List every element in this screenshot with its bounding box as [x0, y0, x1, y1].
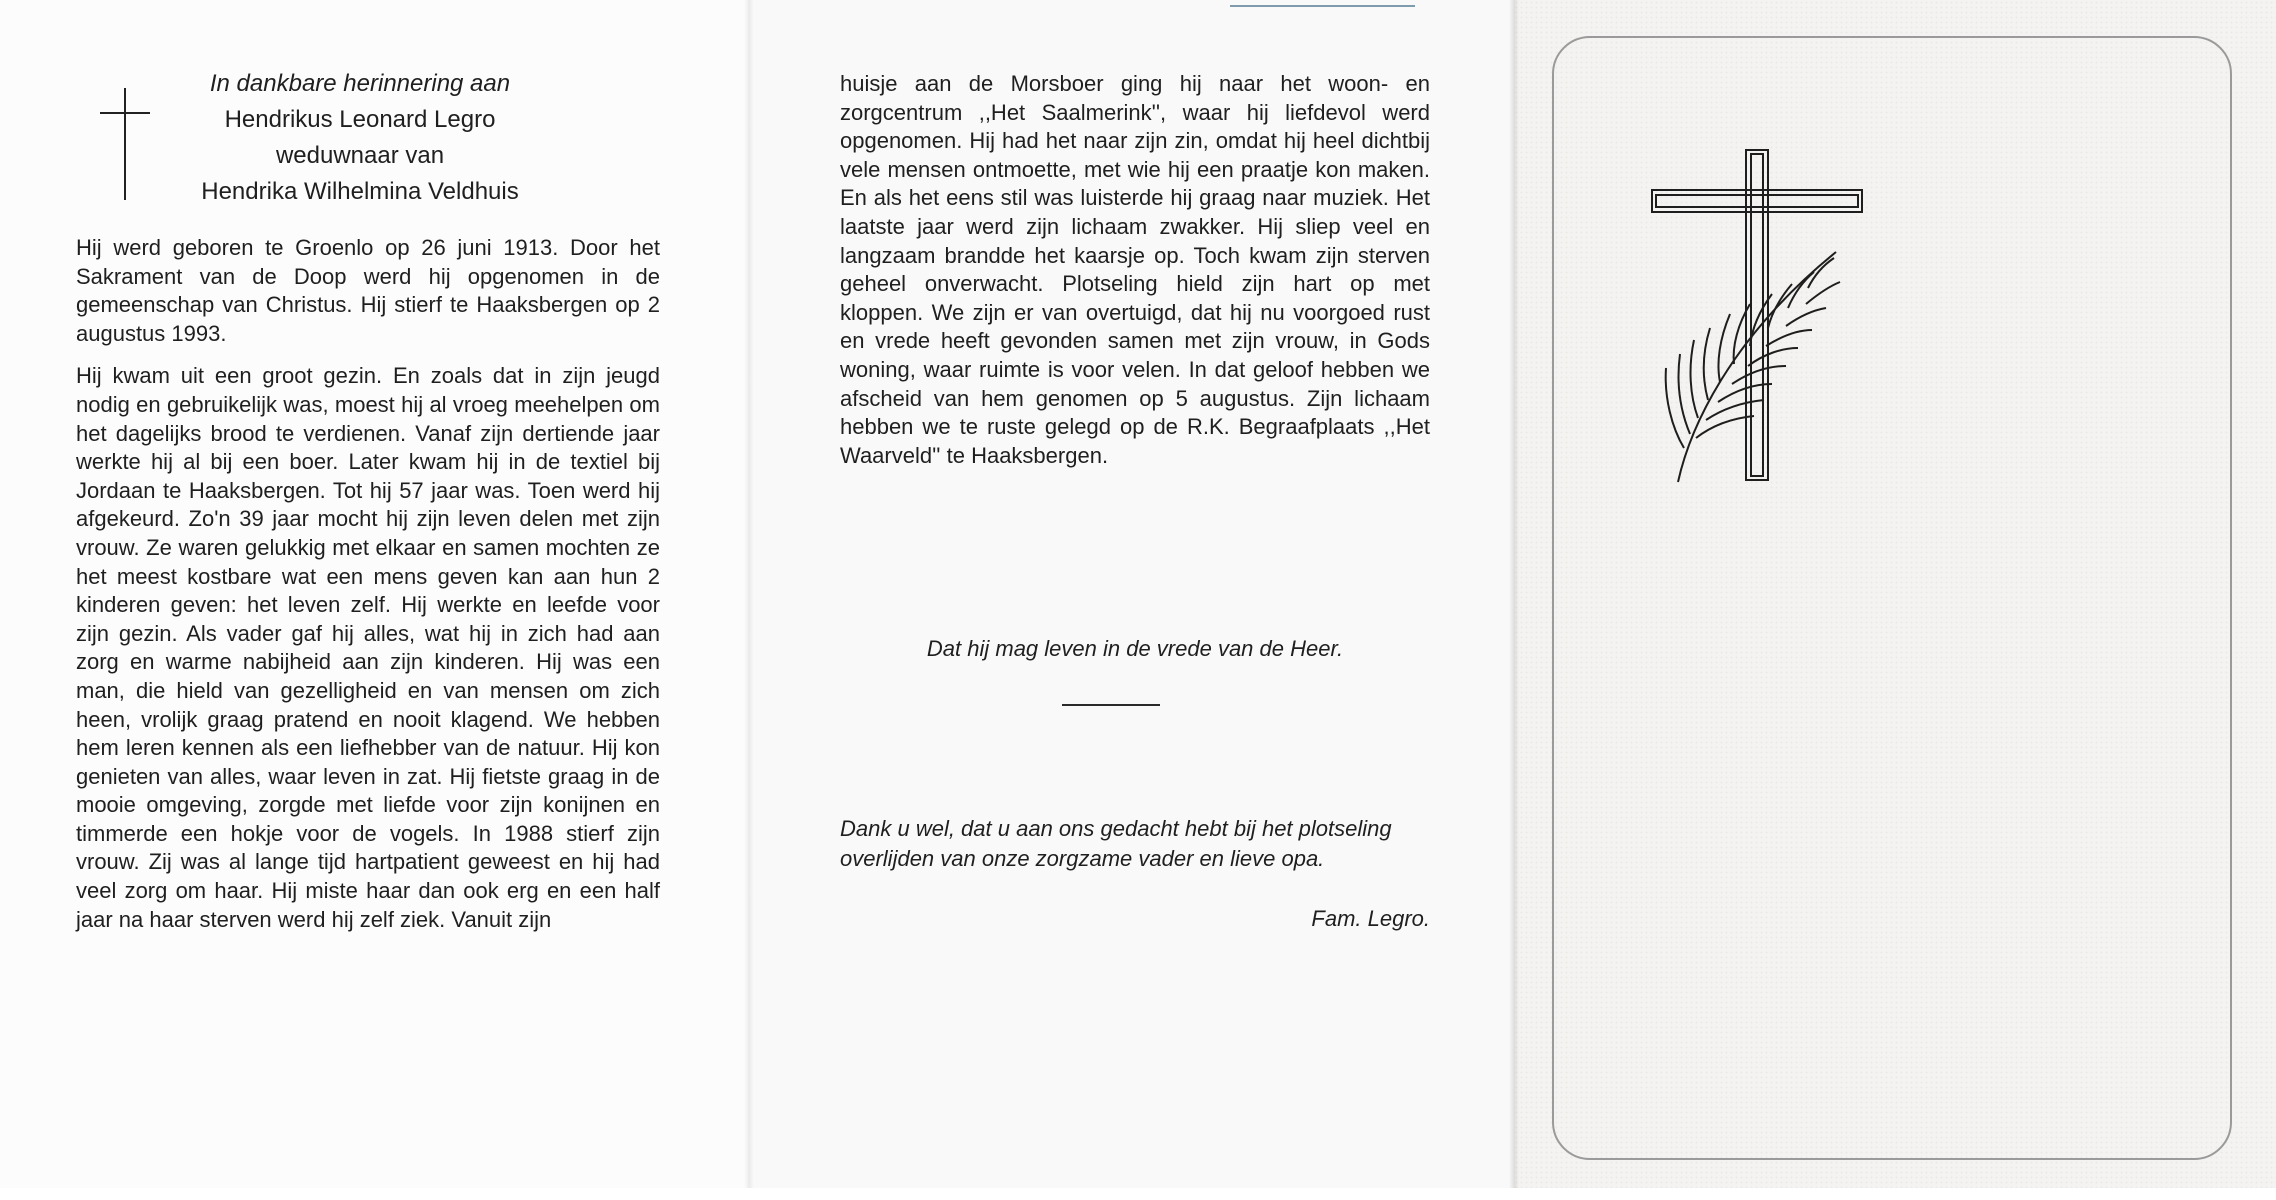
paragraph-birth: Hij werd geboren te Groenlo op 26 juni 1913. Door het Sakrament van de Doop werd hij opgenomen in de gemeenschap van Christus. Hij stierf te Haaksbergen op 2 augustus 1993. [76, 235, 660, 346]
edge-mark [1230, 5, 1415, 7]
spouse-name: Hendrika Wilhelmina Veldhuis [201, 178, 519, 205]
signature: Fam. Legro. [1311, 906, 1430, 931]
memorial-heading [150, 66, 570, 210]
paragraph-final-years: huisje aan de Morsboer ging hij naar het woon- en zorgcentrum ,,Het Saalmerink'', waar hij liefdevol werd opgenomen. Hij had het naar zijn zin, omdat hij heel dichtbij vele mensen ontmoette, met wie hij een praatje kon maken. En als het eens stil was luisterde hij graag naar muziek. Het laatste jaar werd zijn lichaam zwakker. Hij sliep veel en langzaam brandde het kaarsje op. Toch kwam zijn sterven geheel onverwacht. Plotseling hield zijn hart op met kloppen. We zijn er van overtuigd, dat hij nu voorgoed rust en vrede heeft gevonden samen met zijn vrouw, in Gods woning, waar ruimte is voor velen. In dat geloof hebben we afscheid van hem genomen op 5 augustus. Zijn lichaam hebben we te ruste gelegd op de R.K. Begraafplaats ,,Het Waarveld'' te Haaksbergen. [840, 71, 1430, 468]
thanks-text: Dank u wel, dat u aan ons gedacht hebt bij het plotseling overlijden van onze zorgzame vader en lieve opa. [840, 816, 1392, 871]
paragraph-life: Hij kwam uit een groot gezin. En zoals dat in zijn jeugd nodig en gebruikelijk was, moest hij al vroeg meehelpen om het dagelijks brood te verdienen. Vanaf zijn dertiende jaar werkte hij al bij een boer. Later kwam hij in de textiel bij Jordaan te Haaksbergen. Tot hij 57 jaar was. Toen werd hij afgekeurd. Zo'n 39 jaar mocht hij zijn leven delen met zijn vrouw. Ze waren gelukkig met elkaar en samen mochten ze het meest kostbare wat een mens geven kan aan hun 2 kinderen geven: het leven zelf. Hij werkte en leefde voor zijn gezin. Als vader gaf hij alles, wat hij in zich had aan zorg en warme nabijheid aan zijn kinderen. Hij was een man, die hield van gezelligheid en van mensen om zich heen, vrolijk graag pratend en nooit klagend. We hebben hem leren kennen als een liefhebber van de natuur. Hij kon genieten van alles, waar leven in zat. Hij fietste graag in de mooie omgeving, zorgde met liefde voor zijn konijnen en timmerde een hokje voor de vogels. In 1988 stierf zijn vrouw. Zij was al lange tijd hartpatient geweest en hij had veel zorg om haar. Hij miste haar dan ook erg en een half jaar na haar sterven werd hij zelf ziek. Vanuit zijn [76, 363, 660, 932]
text-column-left [76, 234, 660, 948]
cross-icon [100, 88, 150, 200]
heading-dedication: In dankbare herinnering aan [209, 70, 511, 97]
text-column-middle [840, 70, 1430, 470]
verse-line: Dat hij mag leven in de vrede van de Heer. [926, 636, 1344, 661]
divider [1062, 704, 1160, 706]
deceased-name: Hendrikus Leonard Legro [224, 106, 496, 133]
cross-with-palm-branch-icon [1650, 148, 1870, 488]
heading-relation: weduwnaar van [275, 142, 445, 169]
fold-line-left [744, 0, 754, 1188]
fold-line-right [1509, 0, 1519, 1188]
